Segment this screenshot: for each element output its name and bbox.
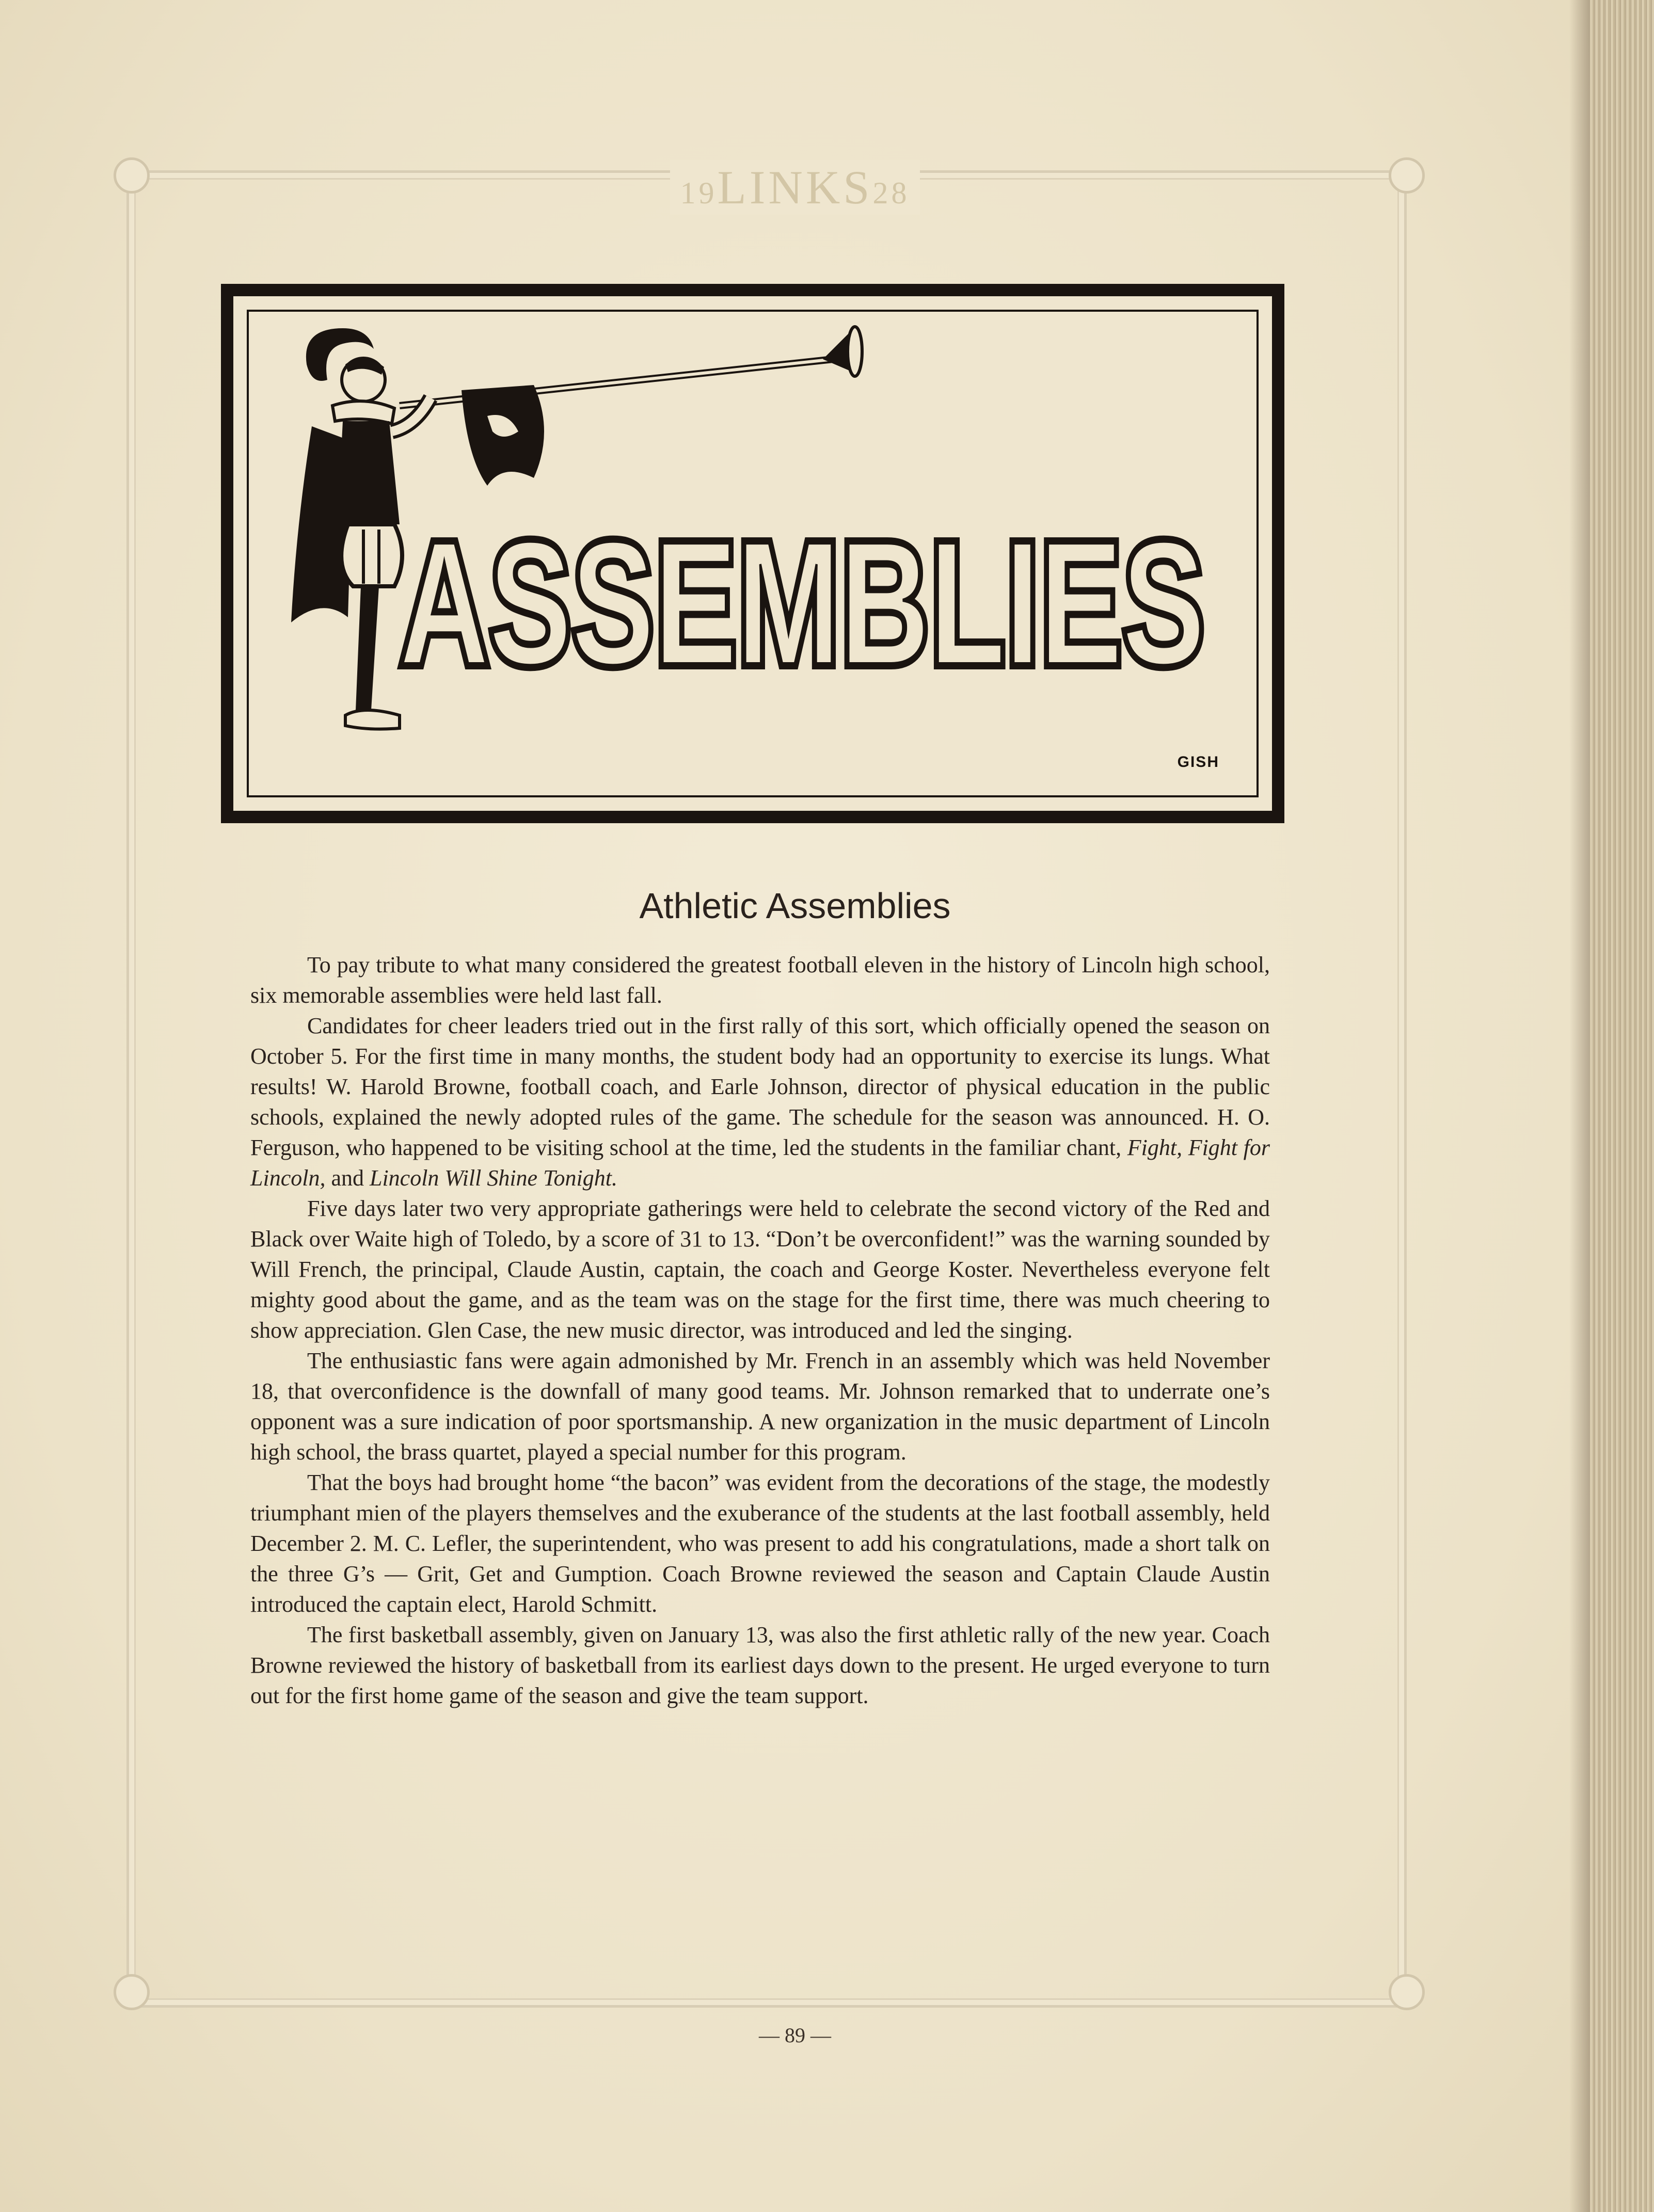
chant-title: Lincoln Will Shine Tonight. [369,1165,617,1191]
frame-corner-ornament [1389,1974,1425,2010]
page-edges [1590,0,1654,2212]
running-header [0,160,1590,215]
artist-signature: GISH [1177,754,1219,771]
chant-title: Fight, Fight for Lincoln, [250,1135,1270,1191]
paragraph: Five days later two very appropriate gatherings were held to celebrate the second victory of the Red and Black over Waite high of Toledo, by a score of 31 to 13. “Don’t be overconfident!” was the warning sounded by Will French, the principal, Claude Austin, captain, the coach and George Koster. Nevertheless everyone felt mighty good about the game, and as the team was on the stage for the first time, there was much cheering to show appreciation. Glen Case, the new music director, was introduced and led the singing. [250,1196,1270,1343]
page-number: — 89 — [759,2024,831,2047]
paragraph: To pay tribute to what many considered the greatest football eleven in the history of Lincoln high school, six memorable assemblies were held last fall. [250,952,1270,1008]
header-title: LINKS [717,161,873,214]
section-banner [221,284,1284,823]
banner-heading: ASSEMBLIES [400,505,1205,701]
banner-inner-panel [233,296,1272,811]
banner-heading-outline: ASSEMBLIES [400,505,1205,701]
paragraph: That the boys had brought home “the bacon” was evident from the decorations of the stage, the modestly triumphant mien of the players themselves and the exuberance of the students at the last football assembly, held December 2. M. C. Lefler, the superintendent, who was present to add his congratulations, made a short talk on the three G’s — Grit, Get and Gumption. Coach Browne reviewed the season and Captain Claude Austin introduced the captain elect, Harold Schmitt. [250,1470,1270,1617]
paragraph: The enthusiastic fans were again admonished by Mr. French in an assembly which was held November 18, that overconfidence is the downfall of many good teams. Mr. Johnson remarked that to underrate one’s opponent was a sure indication of poor sportsmanship. A new organization in the music department of Lincoln high school, the brass quartet, played a special number for this program. [250,1348,1270,1465]
herald-with-trumpet-illustration [245,308,1259,797]
header-year-left: 19 [680,176,718,210]
paragraph: The first basketball assembly, given on January 13, was also the first athletic rally of the new year. Coach Browne reviewed the history of basketball from its earliest days down to the present. He urged everyone to turn out for the first home game of the season and give the team support. [250,1622,1270,1708]
header-year-right: 28 [872,176,910,210]
spine-shadow [1569,0,1590,2212]
article-title: Athletic Assemblies [639,886,951,926]
article-body [250,950,1270,1711]
paragraph: Candidates for cheer leaders tried out in the first rally of this sort, which officially opened the season on October 5. For the first time in many months, the student body had an opportunity to exercise its lungs. What results! W. Harold Browne, football coach, and Earle Johnson, director of physical education in the public schools, explained the newly adopted rules of the game. The schedule for the season was announced. H. O. Ferguson, who happened to be visiting school at the time, led the students in the familiar chant, Fight, Fight for Lincoln, and Lincoln Will Shine Tonight. [250,1013,1270,1191]
frame-corner-ornament [114,1974,150,2010]
